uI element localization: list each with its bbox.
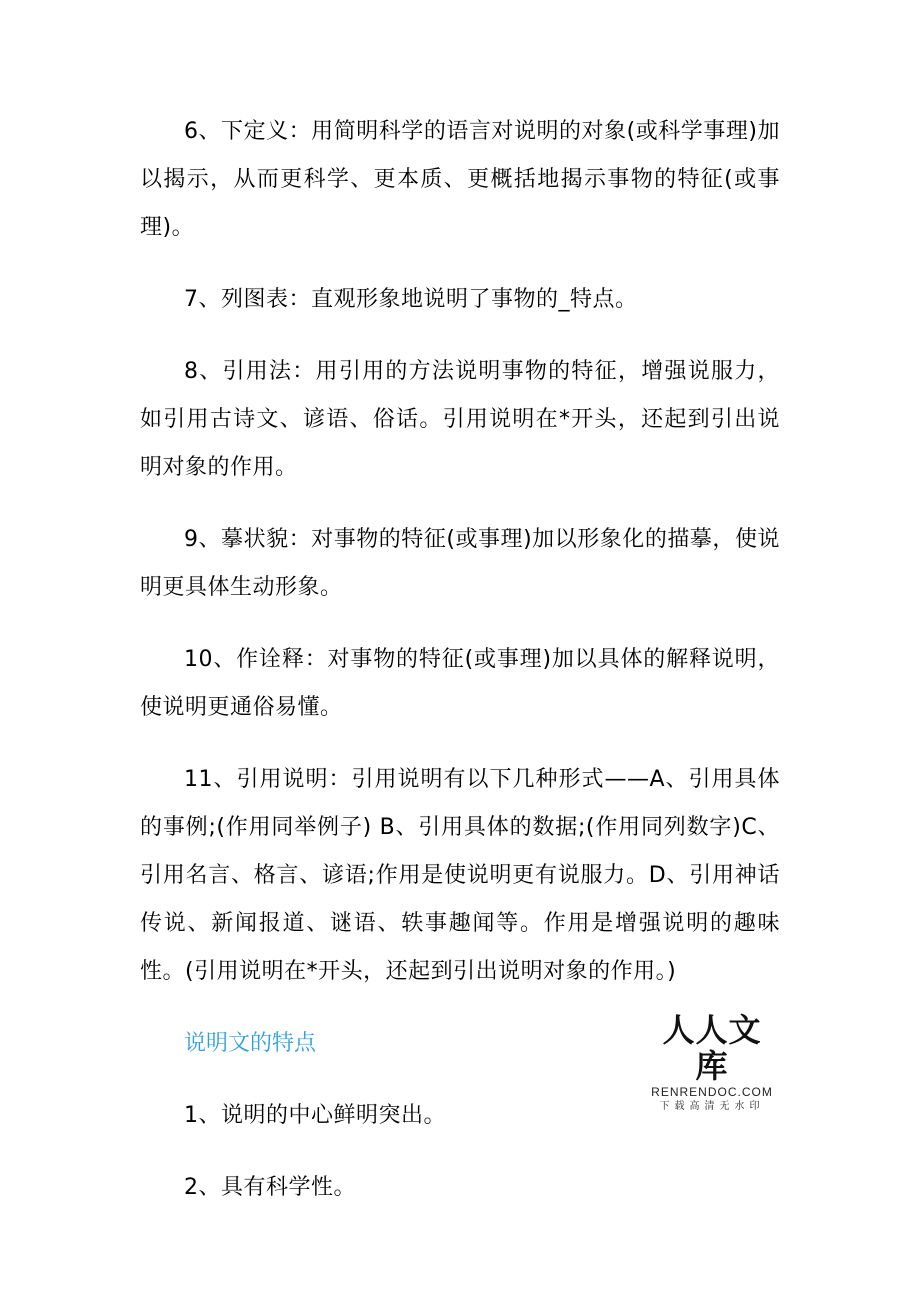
paragraph-quotation-explanation: 11、引用说明：引用说明有以下几种形式——A、引用具体的事例;(作用同举例子) B、引用具体的数据;(作用同列数字)C、引用名言、格言、谚语;作用是使说明更有说服力。D、引用神话传说、新闻报道、谜语、轶事趣闻等。作用是增强说明的趣味性。(引用说明在*开头，还起到引出说明对象的作用。)	[140, 767, 780, 984]
watermark-logo	[648, 1012, 776, 1114]
list-item: 2、具有科学性。	[184, 1175, 356, 1200]
section-heading: 说明文的特点	[184, 1031, 317, 1056]
watermark-domain: RENRENDOC.COM	[651, 1085, 773, 1099]
paragraph-quotation-method: 8、引用法：用引用的方法说明事物的特征，增强说服力，如引用古诗文、谚语、俗话。引用说明在*开头，还起到引出说明对象的作用。	[140, 359, 780, 480]
watermark-brand: 人人文库	[662, 1011, 762, 1085]
watermark-tagline: 下载高清无水印	[659, 1101, 765, 1112]
paragraph-definition: 6、下定义：用简明科学的语言对说明的对象(或科学事理)加以揭示，从而更科学、更本质、更概括地揭示事物的特征(或事理)。	[140, 119, 780, 240]
list-item: 1、说明的中心鲜明突出。	[184, 1103, 446, 1128]
paragraph-description: 9、摹状貌：对事物的特征(或事理)加以形象化的描摹，使说明更具体生动形象。	[140, 527, 780, 600]
paragraph-chart: 7、列图表：直观形象地说明了事物的_特点。	[184, 287, 638, 312]
paragraph-interpretation: 10、作诠释：对事物的特征(或事理)加以具体的解释说明，使说明更通俗易懂。	[140, 647, 780, 720]
